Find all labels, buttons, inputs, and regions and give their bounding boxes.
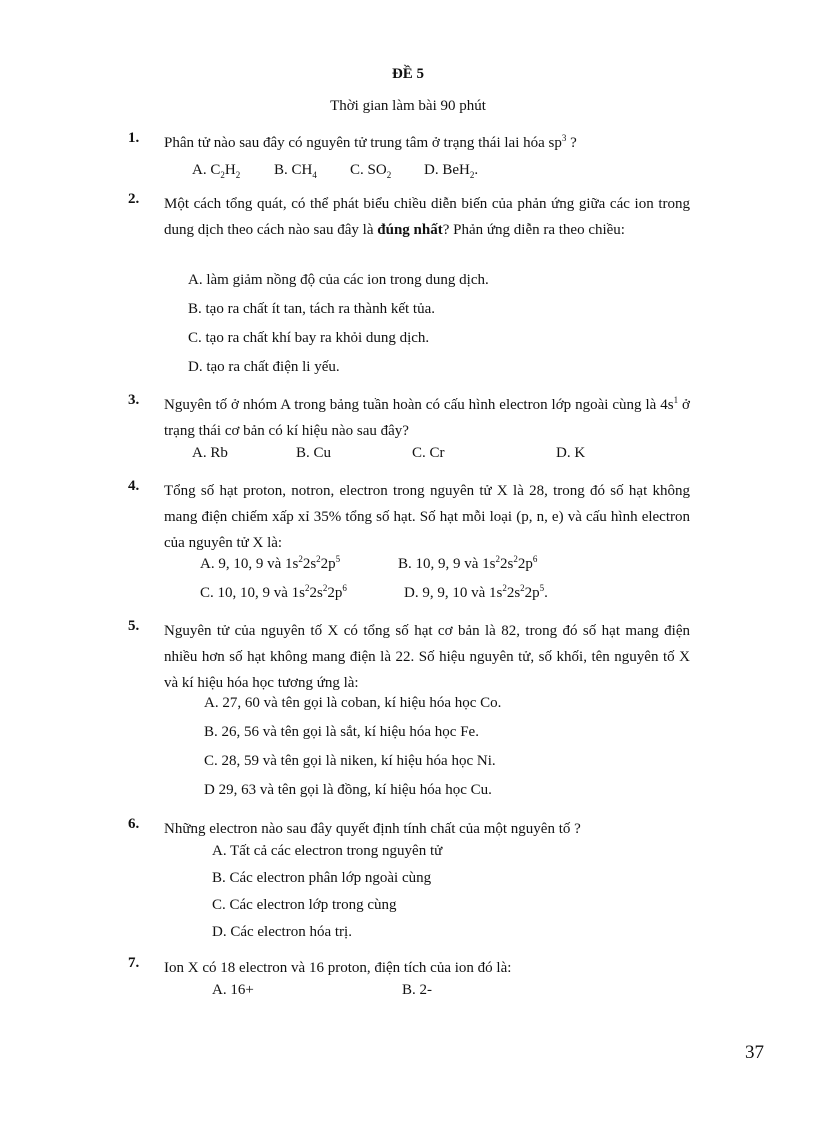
question-text: Nguyên tử của nguyên tố X có tổng số hạt cơ bản là 82, trong đó số hạt mang điện nhiều hơn số hạt không mang điện là 22. Số hiệu nguyên tử, số khối, tên nguyên tố X và kí hiệu hóa học tương ứng là:	[164, 623, 690, 691]
question-2	[128, 191, 690, 243]
option-c: C. 28, 59 và tên gọi là niken, kí hiệu hóa học Ni.	[204, 753, 496, 769]
exam-title: ĐỀ 5	[391, 66, 425, 82]
option-d: D. BeH$_2$.	[424, 162, 479, 180]
question-4	[128, 478, 690, 556]
question-text: Tổng số hạt proton, notron, electron trong nguyên tử X là 28, trong đó số hạt không mang điện chiếm xấp xỉ 35% tổng số hạt. Số hạt mỗi loại (p, n, e) và cấu hình electron của nguyên tử X là:	[164, 483, 690, 551]
question-number: 1.	[128, 130, 140, 146]
option-b: B. $CH_4$	[274, 162, 317, 180]
question-6	[128, 816, 690, 842]
option-b: B. 26, 56 và tên gọi là sắt, kí hiệu hóa học Fe.	[204, 724, 479, 740]
page-number: 37	[745, 1042, 764, 1063]
option-b: B. 2-	[402, 982, 432, 998]
option-d: D. K	[556, 445, 586, 461]
question-number: 3.	[128, 392, 140, 408]
option-c: C. Cr	[412, 445, 445, 461]
option-b: B. Cu	[296, 445, 332, 461]
option-b: B. Các electron phân lớp ngoài cùng	[212, 870, 432, 886]
question-number: 2.	[128, 191, 140, 207]
option-c: C. Các electron lớp trong cùng	[212, 897, 397, 913]
option-b: B. tạo ra chất ít tan, tách ra thành kết tủa.	[188, 301, 435, 317]
option-d: D 29, 63 và tên gọi là đồng, kí hiệu hóa học Cu.	[204, 782, 492, 798]
question-1	[128, 130, 690, 156]
option-a: A. $C_2H_2$	[192, 162, 241, 180]
question-text: Một cách tổng quát, có thể phát biểu chiều diễn biến của phản ứng giữa các ion trong dung dịch theo cách nào sau đây là đúng nhất? Phản ứng diễn ra theo chiều:	[164, 196, 690, 238]
option-a: A. Rb	[192, 445, 228, 461]
question-number: 7.	[128, 955, 140, 971]
option-c: C. 10, 10, 9 và $1s^22s^22p^6$	[200, 583, 347, 601]
question-text: Nguyên tố ở nhóm A trong bảng tuần hoàn có cấu hình electron lớp ngoài cùng là $4s^1$ ở trạng thái cơ bản có kí hiệu nào sau đây?	[164, 395, 690, 439]
question-text: Phân tử nào sau đây có nguyên tử trung tâm ở trạng thái lai hóa $sp^3$ ?	[164, 133, 577, 151]
option-a: A. Tất cả các electron trong nguyên tử	[212, 843, 443, 859]
option-d: D. 9, 9, 10 và $1s^22s^22p^5$.	[404, 583, 548, 601]
question-3	[128, 392, 690, 444]
option-a: A. 16+	[212, 982, 254, 998]
question-5	[128, 618, 690, 696]
option-d: D. Các electron hóa trị.	[212, 924, 352, 940]
option-d: D. tạo ra chất điện li yếu.	[188, 359, 340, 375]
option-a: A. làm giảm nồng độ của các ion trong dung dịch.	[188, 272, 489, 288]
option-c: C. tạo ra chất khí bay ra khỏi dung dịch.	[188, 330, 430, 346]
question-text: Ion X có 18 electron và 16 proton, điện tích của ion đó là:	[164, 960, 512, 976]
question-7	[128, 955, 690, 981]
exam-duration: Thời gian làm bài 90 phút	[330, 98, 486, 114]
option-c: C. $SO_2$	[350, 162, 392, 180]
option-a: A. 27, 60 và tên gọi là coban, kí hiệu hóa học Co.	[204, 695, 502, 711]
question-number: 4.	[128, 478, 140, 494]
question-text: Những electron nào sau đây quyết định tính chất của một nguyên tố ?	[164, 821, 581, 837]
question-number: 6.	[128, 816, 140, 832]
option-b: B. 10, 9, 9 và $1s^22s^22p^6$	[398, 554, 538, 572]
question-number: 5.	[128, 618, 140, 634]
option-a: A. 9, 10, 9 và $1s^22s^22p^5$	[200, 554, 341, 572]
